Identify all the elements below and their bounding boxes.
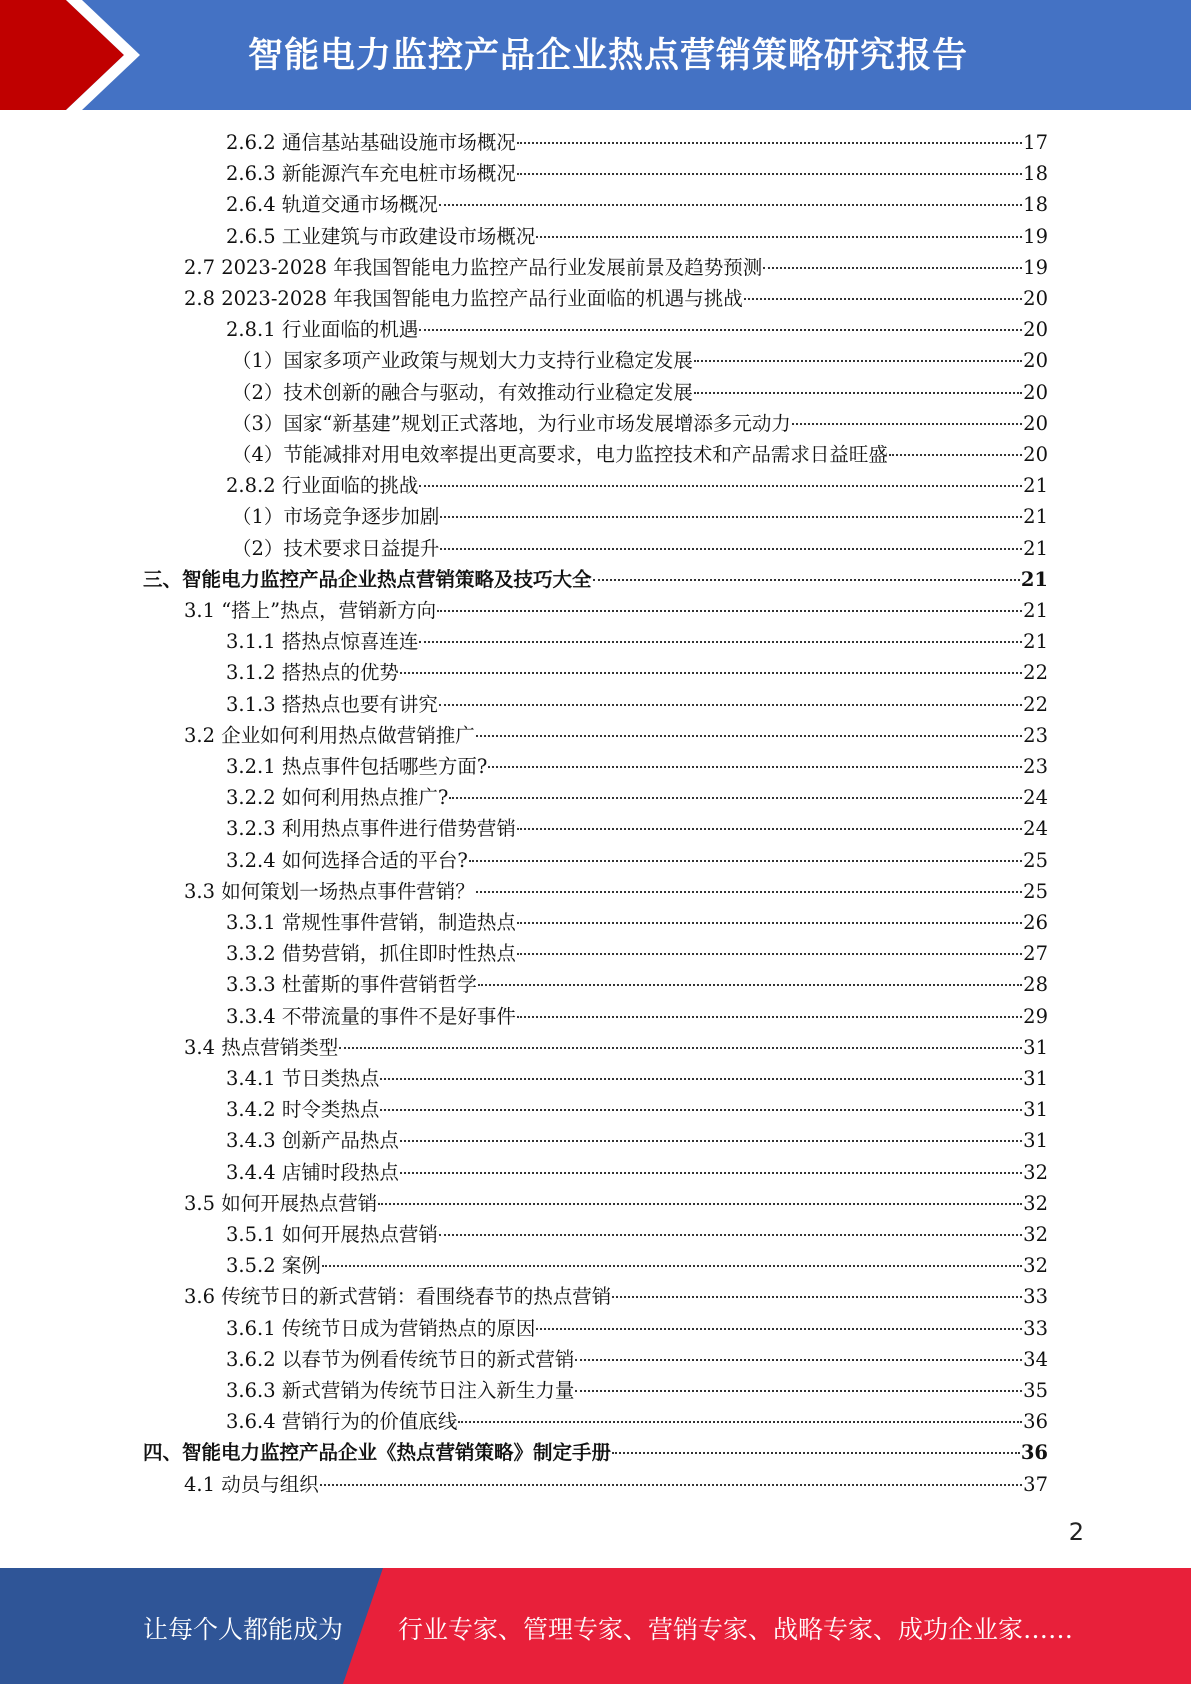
toc-dot-leader [320,1484,1022,1486]
toc-dot-leader [517,828,1022,830]
toc-dot-leader [694,392,1022,394]
toc-entry[interactable] [226,221,1048,252]
toc-entry-title: 2.8 2023-2028 年我国智能电力监控产品行业面临的机遇与挑战 [184,287,743,310]
toc-entry-page: 27 [1023,942,1048,966]
toc-dot-leader [469,860,1022,862]
toc-entry[interactable] [226,1344,1048,1375]
toc-dot-leader [440,516,1022,518]
toc-entry-page: 17 [1023,131,1048,154]
toc-dot-leader [478,984,1022,986]
toc-dot-leader [575,1359,1022,1361]
toc-entry-title: 3.6.4 营销行为的价值底线 [226,1410,458,1434]
toc-entry-page: 21 [1023,474,1048,498]
toc-dot-leader [449,797,1022,799]
toc-entry-page: 20 [1023,349,1048,373]
toc-entry[interactable] [143,564,1048,595]
page-footer [0,1568,1191,1684]
toc-entry-title: 3.2.4 如何选择合适的平台? [226,848,468,872]
toc-entry-page: 26 [1023,911,1048,934]
toc-dot-leader [792,423,1022,425]
toc-entry[interactable] [226,470,1048,501]
toc-entry-title: 3.3.1 常规性事件营销，制造热点 [226,911,516,934]
toc-entry-title: 3.3 如何策划一场热点事件营销？ [184,879,475,903]
toc-entry-title: 3.4 热点营销类型 [184,1035,339,1059]
toc-entry-page: 25 [1023,848,1048,872]
toc-dot-leader [439,1234,1022,1236]
toc-entry-title: 2.6.2 通信基站基础设施市场概况 [226,131,516,154]
toc-entry-title: 2.8.1 行业面临的机遇 [226,318,419,342]
toc-entry-page: 21 [1023,630,1048,654]
toc-dot-leader [517,142,1022,144]
toc-entry-page: 33 [1023,1285,1048,1309]
toc-entry-page: 20 [1023,380,1048,404]
toc-entry-page: 28 [1023,973,1048,997]
toc-entry-title: 3.2 企业如何利用热点做营销推广 [184,723,475,747]
toc-dot-leader [517,922,1022,924]
toc-entry[interactable] [232,439,1048,470]
toc-entry-page: 29 [1023,1004,1048,1028]
toc-entry[interactable] [226,1001,1048,1032]
toc-entry-title: 3.4.3 创新产品热点 [226,1129,399,1153]
toc-dot-leader [575,1390,1022,1392]
toc-dot-leader [476,735,1022,737]
toc-entry[interactable] [184,252,1048,283]
toc-entry-page: 37 [1023,1472,1048,1496]
toc-dot-leader [339,1047,1022,1049]
toc-entry[interactable] [226,1375,1048,1406]
toc-entry-title: 3.6 传统节日的新式营销：看围绕春节的热点营销 [184,1285,612,1309]
toc-entry-page: 32 [1023,1254,1048,1278]
toc-entry[interactable] [226,1094,1048,1125]
page-header [0,0,1191,110]
toc-entry-title: 3.3.2 借势营销，抓住即时性热点 [226,942,516,966]
toc-entry-title: （4）节能减排对用电效率提出更高要求，电力监控技术和产品需求日益旺盛 [232,443,888,466]
toc-dot-leader [439,704,1022,706]
toc-dot-leader [380,1109,1022,1111]
toc-entry[interactable] [184,1188,1048,1219]
toc-entry-title: 3.5.2 案例 [226,1254,321,1278]
toc-entry[interactable] [226,782,1048,813]
toc-entry-page: 20 [1023,443,1048,466]
footer-slogan-right: 行业专家、管理专家、营销专家、战略专家、成功企业家…… [398,1615,1074,1644]
toc-entry-title: 3.1 “搭上”热点，营销新方向 [184,599,437,622]
toc-entry-page: 19 [1023,224,1048,248]
toc-dot-leader [439,204,1022,206]
toc-entry-title: 3.5 如何开展热点营销 [184,1191,378,1215]
toc-entry-page: 18 [1023,193,1048,217]
toc-entry-title: 3.1.3 搭热点也要有讲究 [226,692,438,716]
toc-entry-page: 35 [1023,1379,1048,1402]
toc-entry[interactable] [143,1437,1048,1468]
toc-entry[interactable] [184,1469,1048,1500]
toc-entry-title: 2.6.4 轨道交通市场概况 [226,193,438,217]
toc-entry-title: 3.4.1 节日类热点 [226,1067,380,1090]
toc-dot-leader [517,1016,1022,1018]
toc-entry-page: 23 [1023,755,1048,778]
toc-dot-leader [419,485,1022,487]
header-chevron-icon [0,0,160,110]
toc-entry-title: 3.1.1 搭热点惊喜连连 [226,630,419,654]
toc-entry-page: 31 [1023,1129,1048,1153]
toc-entry[interactable] [226,158,1048,189]
toc-dot-leader [400,1140,1022,1142]
toc-entry-title: 3.1.2 搭热点的优势 [226,661,399,685]
toc-entry[interactable] [232,408,1048,439]
toc-entry-page: 32 [1023,1191,1048,1215]
toc-dot-leader [612,1452,1020,1454]
toc-dot-leader [593,579,1020,581]
toc-entry-title: （1）国家多项产业政策与规划大力支持行业稳定发展 [232,349,693,373]
toc-entry-page: 22 [1023,661,1048,685]
toc-entry[interactable] [226,1313,1048,1344]
toc-entry-page: 23 [1023,723,1048,747]
toc-entry[interactable] [226,907,1048,938]
toc-entry[interactable] [226,1157,1048,1188]
toc-entry[interactable] [184,720,1048,751]
toc-entry-page: 32 [1023,1223,1048,1246]
toc-entry-page: 21 [1023,599,1048,622]
toc-entry-title: （2）技术要求日益提升 [232,536,440,560]
toc-entry-page: 20 [1023,411,1048,435]
toc-entry[interactable] [232,501,1048,532]
toc-entry-page: 24 [1023,786,1048,810]
toc-entry-title: 3.2.1 热点事件包括哪些方面? [226,755,488,778]
toc-entry-title: 3.2.2 如何利用热点推广? [226,786,449,810]
toc-entry[interactable] [226,1219,1048,1250]
toc-entry[interactable] [184,595,1048,626]
toc-entry-page: 31 [1023,1098,1048,1122]
toc-entry-title: 2.6.3 新能源汽车充电桩市场概况 [226,162,516,186]
toc-dot-leader [419,329,1022,331]
toc-entry[interactable] [226,1063,1048,1094]
toc-entry[interactable] [226,751,1048,782]
toc-entry[interactable] [184,1032,1048,1063]
toc-entry[interactable] [226,689,1048,720]
toc-entry-title: 四、智能电力监控产品企业《热点营销策略》制定手册 [143,1441,612,1465]
toc-dot-leader [612,1296,1022,1298]
toc-dot-leader [400,1172,1022,1174]
toc-entry-page: 33 [1023,1316,1048,1340]
toc-dot-leader [744,298,1022,300]
toc-entry-page: 22 [1023,692,1048,716]
toc-entry[interactable] [184,1281,1048,1312]
toc-dot-leader [437,610,1022,612]
toc-dot-leader [763,267,1022,269]
toc-dot-leader [476,891,1022,893]
toc-entry[interactable] [226,1250,1048,1281]
toc-entry-title: 3.6.3 新式营销为传统节日注入新生力量 [226,1379,575,1402]
toc-entry-page: 36 [1023,1410,1048,1434]
toc-entry-title: 3.3.3 杜蕾斯的事件营销哲学 [226,973,477,997]
toc-entry-title: （1）市场竞争逐步加剧 [232,505,440,529]
toc-entry-title: 2.7 2023-2028 年我国智能电力监控产品行业发展前景及趋势预测 [184,255,763,279]
toc-entry[interactable] [184,283,1048,314]
toc-entry-title: 2.6.5 工业建筑与市政建设市场概况 [226,224,536,248]
toc-entry-page: 21 [1020,567,1048,591]
toc-entry[interactable] [226,657,1048,688]
toc-entry[interactable] [226,813,1048,844]
toc-entry-page: 21 [1023,505,1048,529]
toc-entry-title: 3.4.4 店铺时段热点 [226,1160,399,1184]
toc-entry-title: 3.5.1 如何开展热点营销 [226,1223,438,1246]
toc-dot-leader [458,1421,1022,1423]
toc-dot-leader [536,236,1022,238]
toc-entry[interactable] [226,1125,1048,1156]
document-title: 智能电力监控产品企业热点营销策略研究报告 [248,36,969,76]
footer-slogan-left: 让每个人都能成为 [143,1615,344,1644]
toc-entry-page: 20 [1023,318,1048,342]
toc-entry[interactable] [232,345,1048,376]
toc-entry-page: 31 [1023,1035,1048,1059]
toc-dot-leader [378,1203,1022,1205]
toc-entry-title: 3.6.2 以春节为例看传统节日的新式营销 [226,1347,575,1371]
toc-dot-leader [517,173,1022,175]
toc-entry-title: 3.3.4 不带流量的事件不是好事件 [226,1004,516,1028]
toc-entry-page: 36 [1020,1441,1048,1465]
toc-dot-leader [694,360,1022,362]
toc-entry-title: 4.1 动员与组织 [184,1472,319,1496]
toc-entry-title: （3）国家“新基建”规划正式落地，为行业市场发展增添多元动力 [232,411,791,435]
toc-entry-title: 3.4.2 时令类热点 [226,1098,380,1122]
toc-dot-leader [440,548,1022,550]
toc-entry[interactable] [232,533,1048,564]
toc-entry-page: 34 [1023,1347,1048,1371]
toc-entry[interactable] [226,845,1048,876]
toc-dot-leader [400,672,1022,674]
toc-dot-leader [488,766,1022,768]
toc-entry[interactable] [226,314,1048,345]
page-number: 2 [1068,1518,1084,1546]
toc-dot-leader [889,454,1022,456]
toc-dot-leader [536,1328,1022,1330]
toc-entry-page: 20 [1023,287,1048,310]
toc-entry-title: （2）技术创新的融合与驱动，有效推动行业稳定发展 [232,380,693,404]
toc-entry[interactable] [226,969,1048,1000]
toc-entry-page: 31 [1023,1067,1048,1090]
toc-entry[interactable] [232,377,1048,408]
toc-entry[interactable] [226,938,1048,969]
toc-entry[interactable] [226,1406,1048,1437]
toc-dot-leader [380,1078,1022,1080]
toc-dot-leader [419,641,1022,643]
toc-entry-page: 24 [1023,817,1048,841]
toc-entry-page: 32 [1023,1160,1048,1184]
toc-entry-title: 3.2.3 利用热点事件进行借势营销 [226,817,516,841]
toc-entry[interactable] [226,127,1048,158]
toc-entry-page: 19 [1023,255,1048,279]
toc-entry[interactable] [226,626,1048,657]
toc-entry[interactable] [184,876,1048,907]
toc-entry-page: 25 [1023,879,1048,903]
toc-dot-leader [517,953,1022,955]
toc-entry-title: 3.6.1 传统节日成为营销热点的原因 [226,1316,536,1340]
toc-dot-leader [322,1265,1022,1267]
toc-entry-title: 三、智能电力监控产品企业热点营销策略及技巧大全 [143,567,592,591]
toc-entry-title: 2.8.2 行业面临的挑战 [226,474,419,498]
toc-entry-page: 18 [1023,162,1048,186]
toc-entry-page: 21 [1023,536,1048,560]
toc-entry[interactable] [226,189,1048,220]
